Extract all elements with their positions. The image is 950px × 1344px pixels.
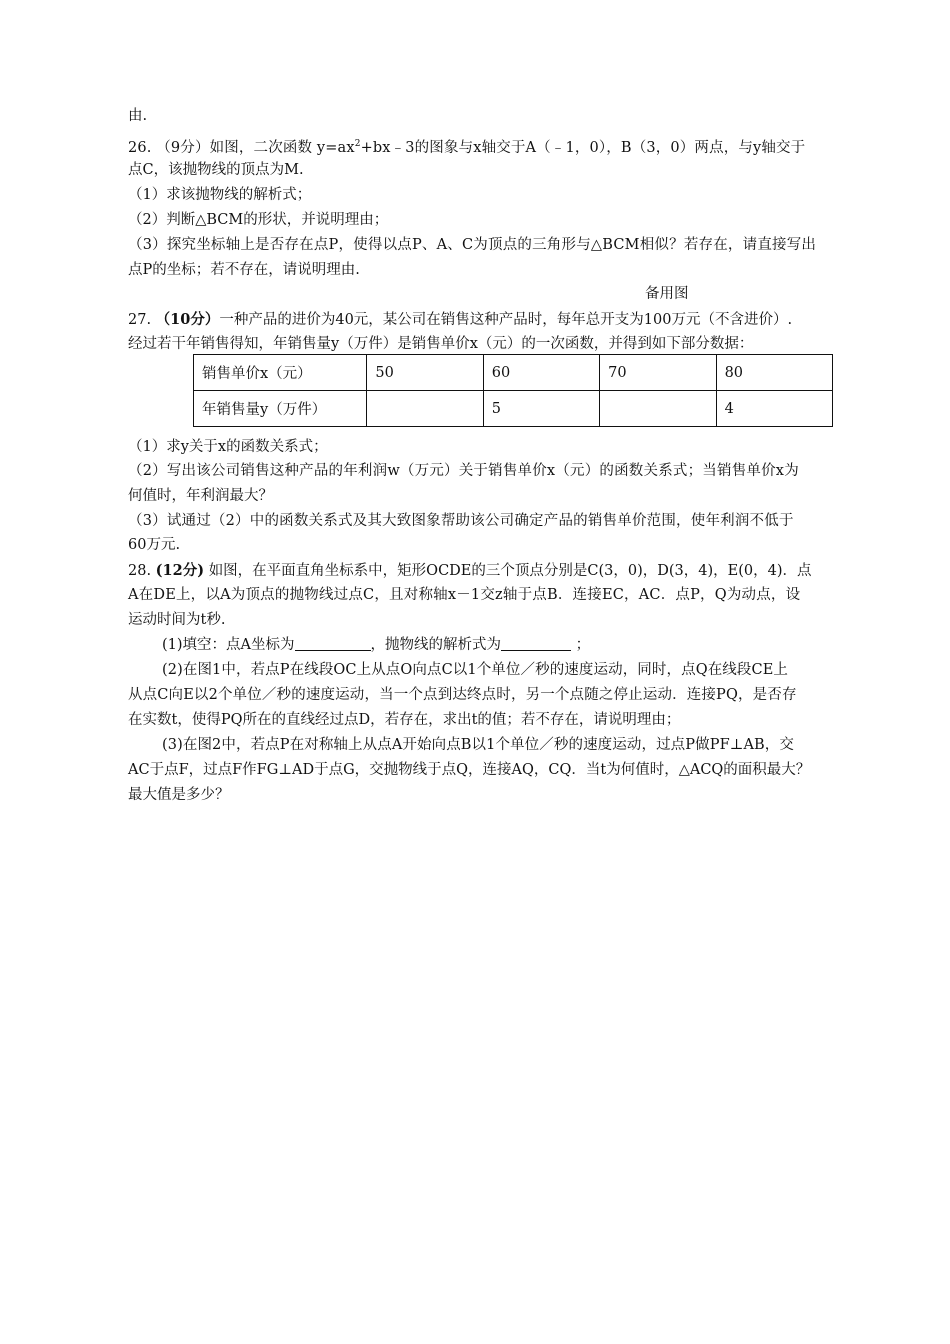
q26-part3-line2: 点P的坐标；若不存在，请说明理由. — [128, 262, 360, 278]
q27-score: （10分） — [155, 311, 220, 328]
q28-part3-line3: 最大值是多少？ — [128, 787, 230, 803]
q28-stem-line3: 运动时间为t秒. — [128, 612, 226, 628]
q27-part3-line2: 60万元. — [128, 537, 181, 553]
table-cell: 年销售量y（万件） — [194, 391, 367, 427]
backup-figure-caption: 备用图 — [645, 286, 689, 302]
q28-part3-line2: AC于点F，过点F作FG⊥AD于点G，交抛物线于点Q，连接AQ，CQ．当t为何值时，△ACQ的面积最大？ — [128, 762, 811, 778]
q26-score: （9分） — [156, 140, 210, 156]
q28-part2-line3: 在实数t，使得PQ所在的直线经过点D，若存在，求出t的值；若不存在，请说明理由； — [128, 712, 681, 728]
q28-stem-line2: A在DE上，以A为顶点的抛物线过点C，且对称轴x－1交z轴于点B．连接EC，AC．点P，Q为动点，设 — [128, 587, 801, 603]
table-cell: 销售单价x（元） — [194, 355, 367, 391]
q28-score: (12分) — [155, 562, 205, 579]
q26-part3-line1: （3）探究坐标轴上是否存在点P，使得以点P、A、C为顶点的三角形与△BCM相似？若存在，请直接写出 — [128, 237, 817, 253]
q28-part2-line2: 从点C向E以2个单位／秒的速度运动，当一个点到达终点时，另一个点随之停止运动．连接PQ，是否存 — [128, 687, 797, 703]
q26-number: 26. — [128, 140, 152, 156]
table-row — [194, 355, 833, 391]
sales-data-table — [193, 354, 833, 427]
q28-part3-line1: (3)在图2中，若点P在对称轴上从点A开始向点B以1个单位／秒的速度运动，过点P做PF⊥AB，交 — [162, 737, 795, 753]
q27-part2-line1: （2）写出该公司销售这种产品的年利润w（万元）关于销售单价x（元）的函数关系式；当销售单价x为 — [128, 463, 799, 479]
answer-blank — [501, 636, 571, 651]
table-cell: 5 — [483, 391, 599, 427]
q28-part2-line1: (2)在图1中，若点P在线段OC上从点O向点C以1个单位／秒的速度运动，同时，点Q在线段CE上 — [162, 662, 788, 678]
table-cell: 70 — [600, 355, 716, 391]
table-cell: 50 — [367, 355, 483, 391]
table-cell — [600, 391, 716, 427]
q26-part1: （1）求该抛物线的解析式； — [128, 187, 312, 203]
q26-stem-line1: 26. （9分）如图，二次函数 $y=ax^2+bx﹣3$的图象与x轴交于A（﹣1，0），B（3，0）两点，与y轴交于 — [128, 139, 806, 156]
table-cell: 60 — [483, 355, 599, 391]
q26-part2: （2）判断△BCM的形状，并说明理由； — [128, 212, 389, 228]
q27-part3-line1: （3）试通过（2）中的函数关系式及其大致图象帮助该公司确定产品的销售单价范围，使年利润不低于 — [128, 513, 794, 529]
table-cell: 4 — [716, 391, 832, 427]
q28-stem-line1: 28. (12分) 如图，在平面直角坐标系中，矩形OCDE的三个顶点分别是C(3，0)，D(3，4)，E(0，4)．点 — [128, 562, 812, 579]
q27-part2-line2: 何值时，年利润最大？ — [128, 488, 273, 504]
q26-stem-line2: 点C，该抛物线的顶点为M. — [128, 162, 304, 178]
q27-number: 27. — [128, 312, 152, 328]
q27-stem-line2: 经过若干年销售得知，年销售量y（万件）是销售单价x（元）的一次函数，并得到如下部分数据： — [128, 336, 754, 352]
answer-blank — [295, 636, 371, 651]
table-row — [194, 391, 833, 427]
q27-part1: （1）求y关于x的函数关系式； — [128, 439, 328, 455]
q28-number: 28. — [128, 563, 152, 579]
q27-stem-line1: 27. （10分）一种产品的进价为40元，某公司在销售这种产品时，每年总开支为100万元（不含进价）. — [128, 311, 793, 328]
q25-tail: 由. — [128, 108, 148, 124]
table-cell — [367, 391, 483, 427]
table-cell: 80 — [716, 355, 832, 391]
q28-part1: (1)填空：点A坐标为 ，抛物线的解析式为 ； — [162, 637, 591, 653]
